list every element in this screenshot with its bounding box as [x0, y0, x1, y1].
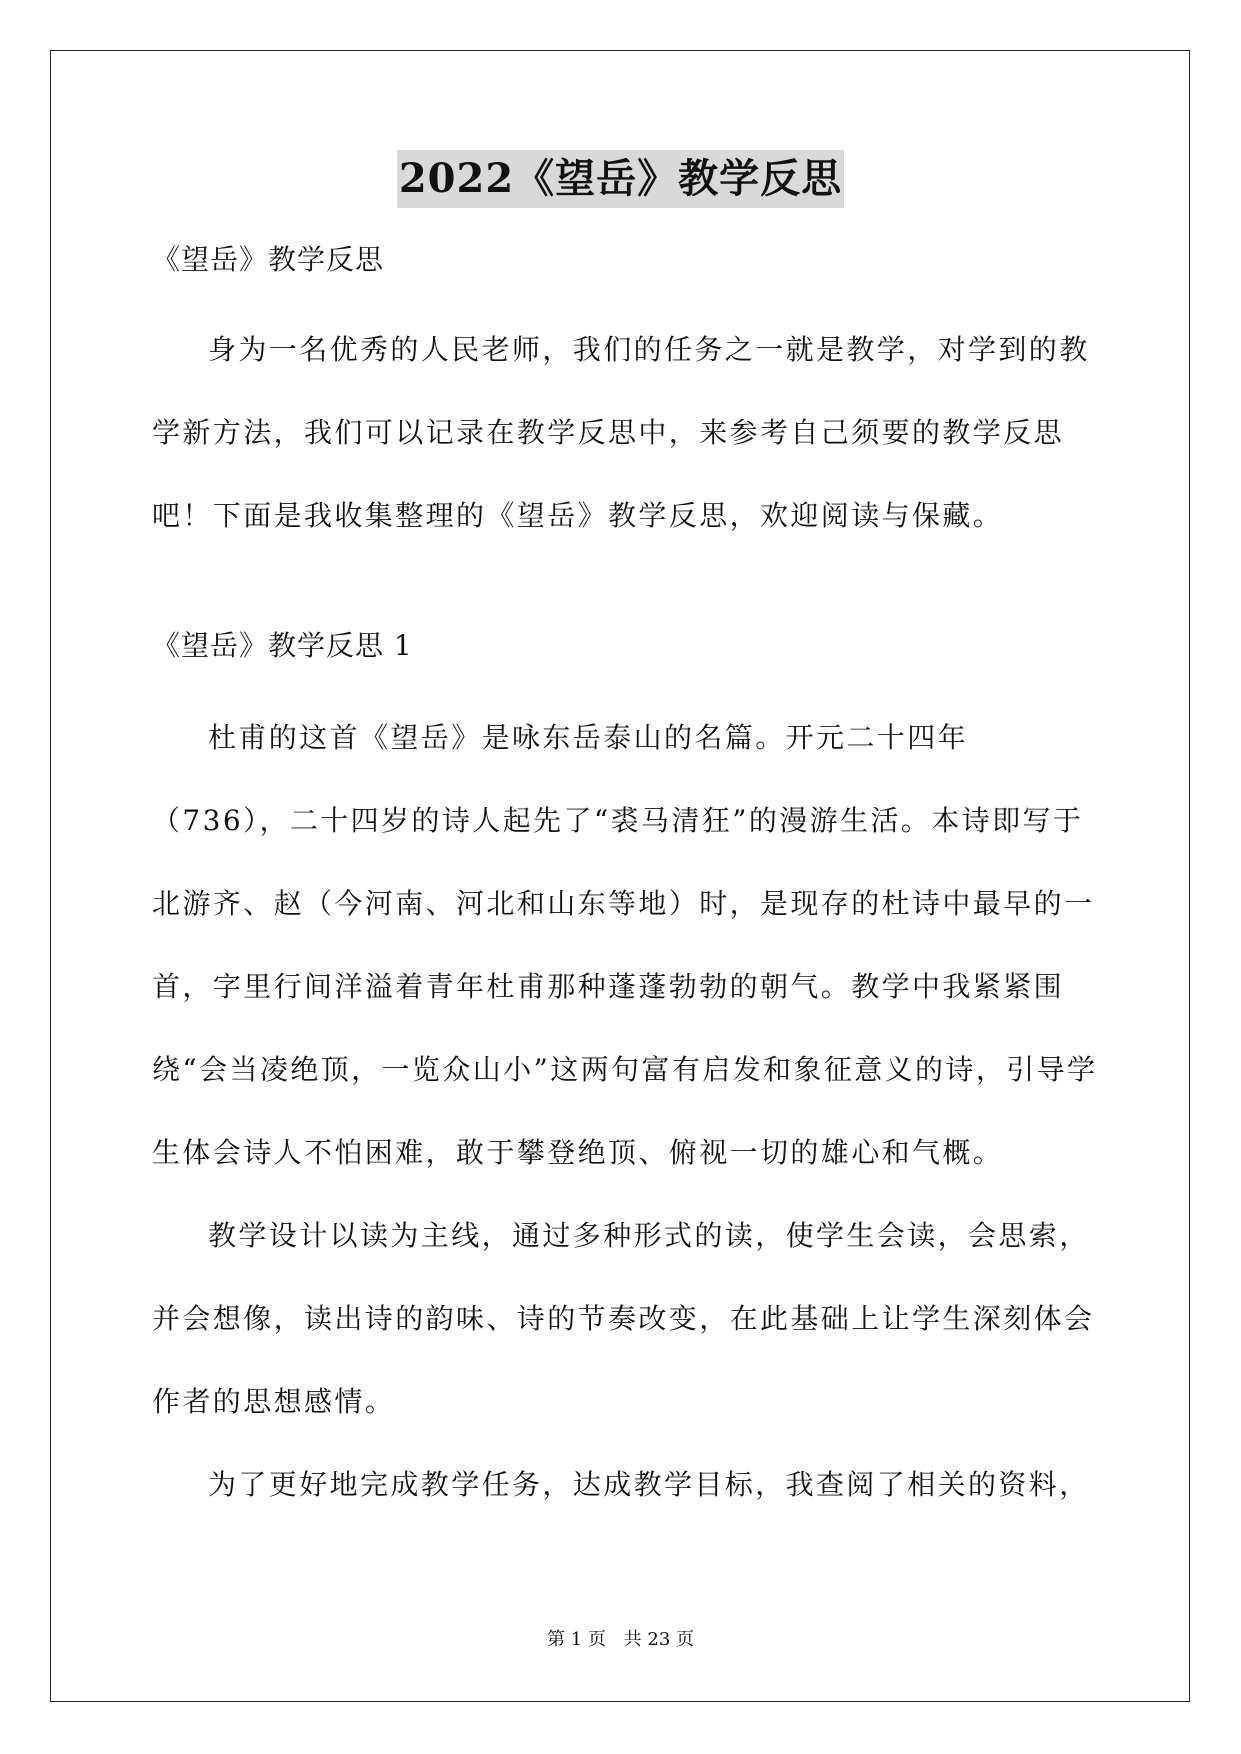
- section-heading: 《望岳》教学反思: [152, 243, 385, 276]
- paragraph: 杜甫的这首《望岳》是咏东岳泰山的名篇。开元二十四年（736），二十四岁的诗人起先了“裘马清狂”的漫游生活。本诗即写于北游齐、赵（今河南、河北和山东等地）时，是现存的杜诗中最早的一首，字里行间洋溢着青年杜甫那种蓬蓬勃勃的朝气。教学中我紧紧围绕“会当凌绝顶，一览众山小”这两句富有启发和象征意义的诗，引导学生体会诗人不怕困难，敢于攀登绝顶、俯视一切的雄心和气概。: [152, 721, 1098, 1169]
- page-number: 第 1 页: [547, 1629, 606, 1650]
- page-footer: [0, 1628, 1241, 1652]
- paragraph: 身为一名优秀的人民老师，我们的任务之一就是教学，对学到的教学新方法，我们可以记录在教学反思中，来参考自己须要的教学反思吧！下面是我收集整理的《望岳》教学反思，欢迎阅读与保藏。: [152, 333, 1090, 532]
- paragraph: 为了更好地完成教学任务，达成教学目标，我查阅了相关的资料，: [208, 1468, 1090, 1501]
- page-total: 共 23 页: [623, 1629, 694, 1650]
- document-body: [152, 238, 1102, 1526]
- title-container: [0, 150, 1241, 208]
- section-heading: 《望岳》教学反思 1: [152, 629, 413, 662]
- paragraph: 教学设计以读为主线，通过多种形式的读，使学生会读，会思索，并会想像，读出诗的韵味、诗的节奏改变，在此基础上让学生深刻体会作者的思想感情。: [152, 1219, 1095, 1418]
- document-title: 2022《望岳》教学反思: [397, 150, 844, 208]
